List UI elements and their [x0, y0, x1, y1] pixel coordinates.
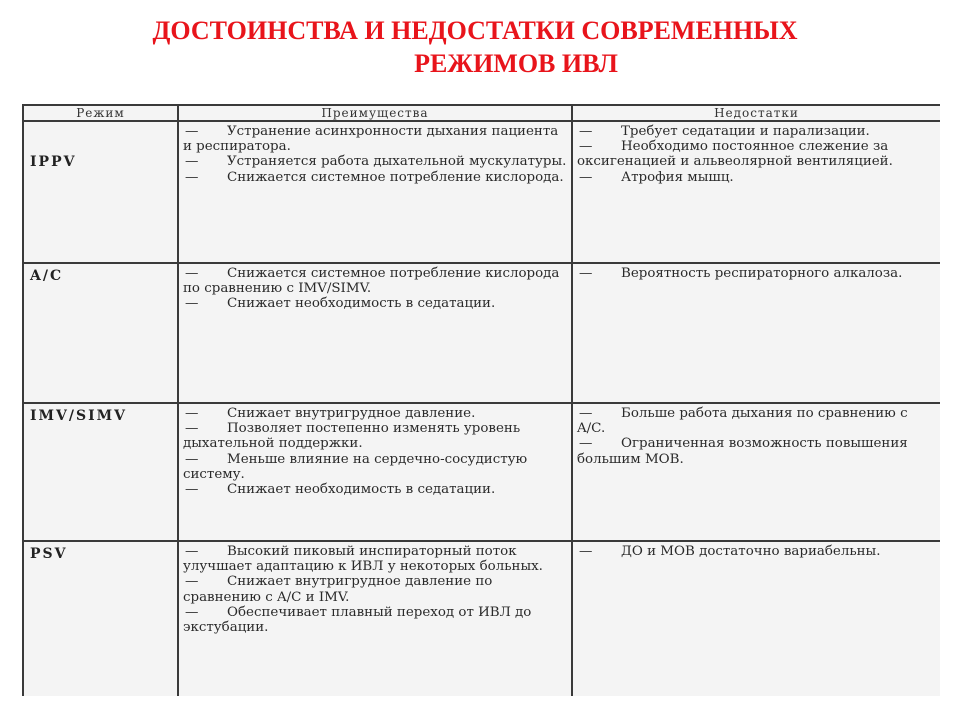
dash-bullet: — — [185, 296, 199, 312]
disadvantages-cell — [572, 121, 940, 263]
item-text: ДО и МОВ достаточно вариабельны. — [621, 544, 881, 559]
dash-bullet: — — [579, 124, 593, 139]
dash-bullet: — — [579, 139, 593, 155]
disadvantages-cell — [572, 541, 940, 696]
slide-title — [0, 14, 960, 80]
dash-bullet: — — [579, 169, 593, 185]
dash-bullet: — — [185, 482, 199, 498]
item-text: Меньше влияние на сердечно-сосудистую систему. — [183, 451, 528, 482]
item-text: Снижает внутригрудное давление по сравнению с A/C и IMV. — [183, 574, 493, 605]
disadvantage-item — [577, 544, 936, 559]
mode-label: PSV — [30, 546, 68, 562]
table-header-row — [23, 105, 940, 121]
advantage-item — [183, 574, 567, 604]
dash-bullet: — — [185, 154, 199, 170]
advantages-cell — [178, 403, 572, 541]
advantage-item — [183, 296, 567, 311]
item-text: Снижает необходимость в седатации. — [227, 482, 496, 498]
item-text: Высокий пиковый инспираторный поток улучшает адаптацию к ИВЛ у некоторых больных. — [183, 544, 543, 575]
scanned-table-image — [22, 104, 940, 696]
item-text: Требует седатации и парализации. — [621, 124, 870, 139]
dash-bullet: — — [185, 574, 199, 590]
mode-label: IMV/SIMV — [30, 408, 128, 424]
slide-title-line-2: РЕЖИМОВ ИВЛ — [414, 49, 618, 78]
disadvantage-item — [577, 436, 936, 466]
disadvantage-item — [577, 139, 936, 169]
disadvantages-cell — [572, 263, 940, 403]
table-row — [23, 403, 940, 541]
dash-bullet: — — [579, 436, 593, 452]
advantage-item — [183, 482, 567, 497]
advantage-item — [183, 452, 567, 482]
advantage-item — [183, 170, 567, 185]
advantage-item — [183, 154, 567, 169]
item-text: Снижается системное потребление кислорода. — [227, 169, 564, 185]
slide-title-line-1: ДОСТОИНСТВА И НЕДОСТАТКИ СОВРЕМЕННЫХ — [152, 16, 798, 45]
mode-cell — [23, 121, 178, 263]
item-text: Больше работа дыхания по сравнению с A/C. — [577, 406, 908, 437]
ventilation-modes-table — [22, 104, 940, 696]
dash-bullet: — — [185, 544, 199, 559]
disadvantage-item — [577, 170, 936, 185]
advantages-cell — [178, 121, 572, 263]
dash-bullet: — — [579, 406, 593, 421]
mode-label: A/C — [30, 268, 64, 284]
item-text: Вероятность респираторного алкалоза. — [621, 266, 903, 281]
dash-bullet: — — [579, 266, 593, 281]
item-text: Необходимо постоянное слежение за оксигенацией и альвеолярной вентиляцией. — [577, 139, 893, 170]
dash-bullet: — — [185, 124, 199, 139]
advantage-item — [183, 605, 567, 635]
item-text: Обеспечивает плавный переход от ИВЛ до экстубации. — [183, 604, 532, 636]
dash-bullet: — — [185, 604, 199, 620]
item-text: Снижается системное потребление кислорода по сравнению с IMV/SIMV. — [183, 266, 560, 297]
table-row — [23, 121, 940, 263]
disadvantage-item — [577, 266, 936, 281]
dash-bullet: — — [185, 266, 199, 281]
dash-bullet: — — [185, 406, 199, 421]
header-disadvantages: Недостатки — [572, 105, 940, 121]
disadvantage-item — [577, 124, 936, 139]
item-text: Снижает необходимость в седатации. — [227, 296, 496, 312]
dash-bullet: — — [185, 169, 199, 185]
item-text: Снижает внутригрудное давление. — [227, 406, 476, 421]
item-text: Позволяет постепенно изменять уровень дыхательной поддержки. — [183, 421, 521, 452]
advantages-cell — [178, 541, 572, 696]
advantage-item — [183, 421, 567, 451]
item-text: Атрофия мышц. — [621, 169, 734, 185]
item-text: Ограниченная возможность повышения большим МОВ. — [577, 436, 908, 467]
advantage-item — [183, 266, 567, 296]
table-row — [23, 263, 940, 403]
advantage-item — [183, 124, 567, 154]
dash-bullet: — — [579, 544, 593, 559]
dash-bullet: — — [185, 451, 199, 467]
disadvantages-cell — [572, 403, 940, 541]
advantage-item — [183, 406, 567, 421]
mode-cell — [23, 541, 178, 696]
mode-cell — [23, 403, 178, 541]
item-text: Устраняется работа дыхательной мускулатуры. — [227, 154, 567, 170]
header-advantages: Преимущества — [178, 105, 572, 121]
mode-cell — [23, 263, 178, 403]
header-mode: Режим — [23, 105, 178, 121]
disadvantage-item — [577, 406, 936, 436]
advantage-item — [183, 544, 567, 574]
advantages-cell — [178, 263, 572, 403]
table-row — [23, 541, 940, 696]
mode-label: IPPV — [30, 154, 77, 170]
item-text: Устранение асинхронности дыхания пациента и респиратора. — [183, 124, 559, 155]
dash-bullet: — — [185, 421, 199, 437]
